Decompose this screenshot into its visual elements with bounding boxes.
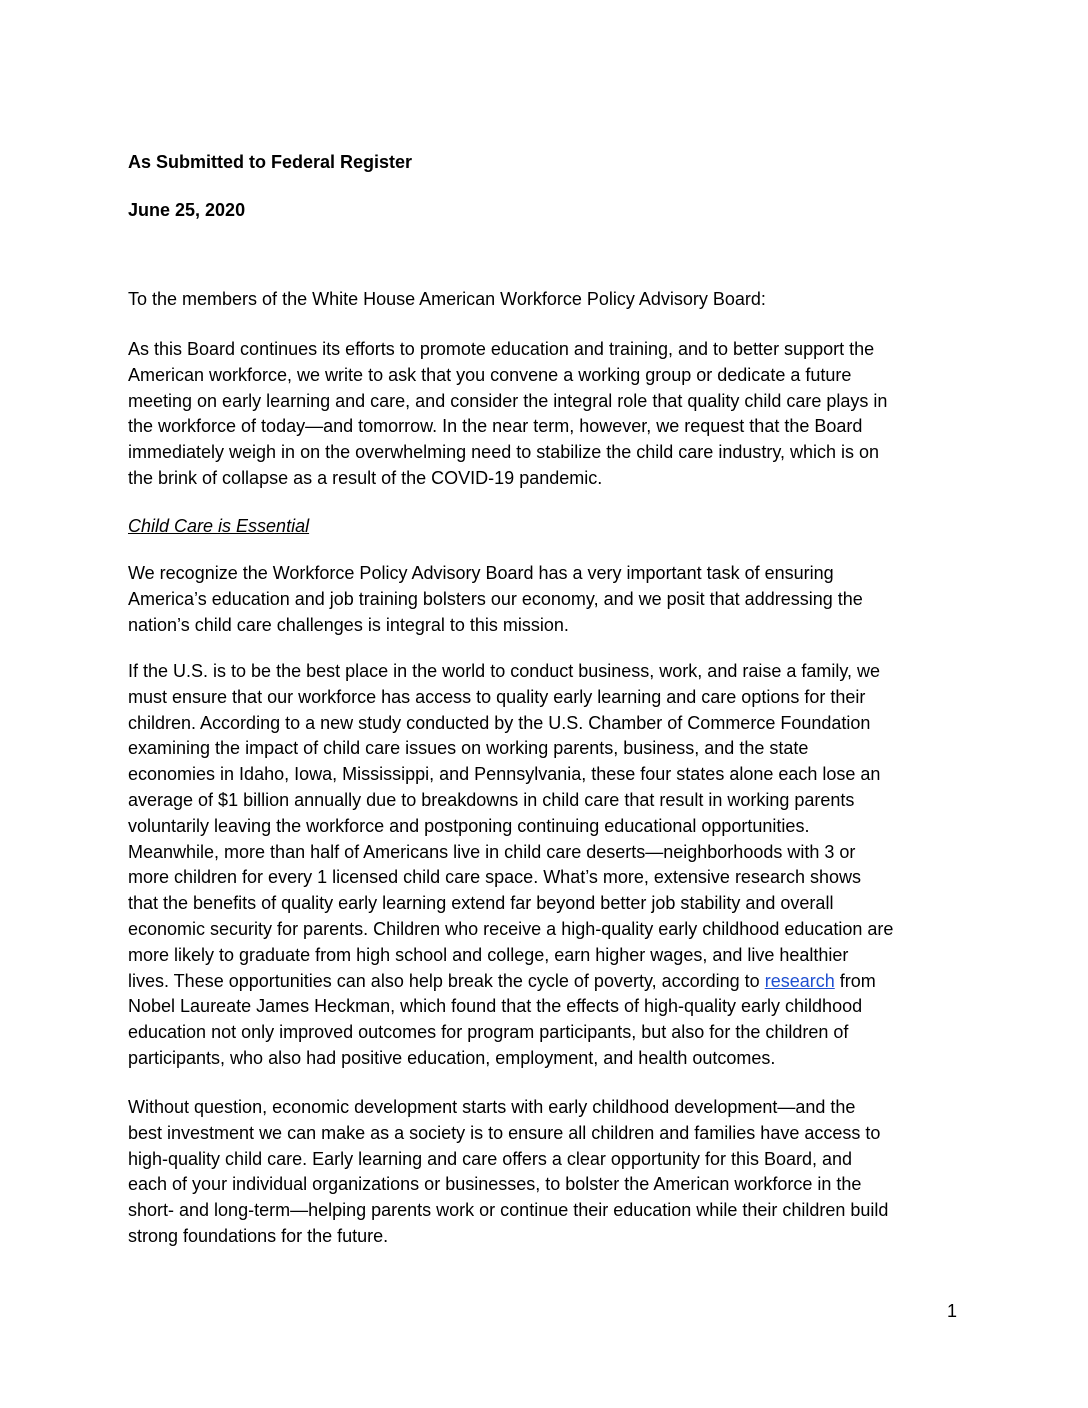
paragraph-line: the brink of collapse as a result of the COVID-19 pandemic. xyxy=(128,467,603,488)
paragraph-research xyxy=(128,659,968,1072)
paragraph-mission xyxy=(128,561,968,638)
paragraph-line: Meanwhile, more than half of Americans live in child care deserts—neighborhoods with 3 or xyxy=(128,841,856,862)
paragraph-line: the workforce of today—and tomorrow. In the near term, however, we request that the Board xyxy=(128,416,863,437)
paragraph-line: immediately weigh in on the overwhelming need to stabilize the child care industry, which is on xyxy=(128,442,880,463)
paragraph-line-with-link xyxy=(128,969,968,995)
paragraph-line: must ensure that our workforce has access to quality early learning and care options for their xyxy=(128,686,866,707)
paragraph-line: economies in Idaho, Iowa, Mississippi, and Pennsylvania, these four states alone each lose an xyxy=(128,764,881,785)
paragraph-line: As this Board continues its efforts to promote education and training, and to better support the xyxy=(128,339,875,359)
research-link[interactable]: research xyxy=(764,970,835,991)
document-date: June 25, 2020 xyxy=(128,200,246,220)
paragraph-line: each of your individual organizations or businesses, to bolster the American workforce in the xyxy=(128,1174,862,1195)
paragraph-line: meeting on early learning and care, and consider the integral role that quality child care plays in xyxy=(128,390,888,411)
paragraph-line: Without question, economic development starts with early childhood development—and the xyxy=(128,1097,856,1117)
link-line-text-before: lives. These opportunities can also help break the cycle of poverty, according to xyxy=(128,970,765,991)
page-number: 1 xyxy=(947,1301,958,1321)
link-line-text-after: from xyxy=(834,970,876,991)
submission-heading: As Submitted to Federal Register xyxy=(128,152,413,172)
section-heading: Child Care is Essential xyxy=(128,516,310,536)
paragraph-line: Nobel Laureate James Heckman, which found that the effects of high-quality early childhood xyxy=(128,996,863,1017)
paragraph-line: best investment we can make as a society is to ensure all children and families have access to xyxy=(128,1122,881,1143)
paragraph-line: examining the impact of child care issues on working parents, business, and the state xyxy=(128,738,809,759)
paragraph-line: economic security for parents. Children who receive a high-quality early childhood education are xyxy=(128,918,894,939)
paragraph-intro xyxy=(128,337,968,492)
paragraph-line: short- and long-term—helping parents work or continue their education while their children build xyxy=(128,1200,889,1221)
paragraph-line: We recognize the Workforce Policy Advisory Board has a very important task of ensuring xyxy=(128,563,834,583)
paragraph-line: America’s education and job training bolsters our economy, and we posit that addressing the xyxy=(128,588,863,609)
paragraph-line: high-quality child care. Early learning and care offers a clear opportunity for this Board, and xyxy=(128,1148,853,1169)
paragraph-line: average of $1 billion annually due to breakdowns in child care that result in working parents xyxy=(128,789,855,810)
paragraph-line: participants, who also had positive education, employment, and health outcomes. xyxy=(128,1047,776,1068)
paragraph-line: that the benefits of quality early learning extend far beyond better job stability and overall xyxy=(128,893,834,914)
paragraph-line: more children for every 1 licensed child care space. What’s more, extensive research shows xyxy=(128,867,861,888)
paragraph-line: strong foundations for the future. xyxy=(128,1225,389,1246)
paragraph-line: nation’s child care challenges is integral to this mission. xyxy=(128,614,569,635)
paragraph-line: voluntarily leaving the workforce and postponing continuing educational opportunities. xyxy=(128,815,810,836)
paragraph-line: American workforce, we write to ask that you convene a working group or dedicate a future xyxy=(128,364,852,385)
paragraph-line: children. According to a new study conducted by the U.S. Chamber of Commerce Foundation xyxy=(128,712,871,733)
paragraph-line: If the U.S. is to be the best place in the world to conduct business, work, and raise a family, we xyxy=(128,661,881,681)
paragraph-line: education not only improved outcomes for program participants, but also for the children of xyxy=(128,1022,849,1043)
paragraph-conclusion xyxy=(128,1095,968,1250)
salutation: To the members of the White House American Workforce Policy Advisory Board: xyxy=(128,289,766,309)
paragraph-line: more likely to graduate from high school and college, earn higher wages, and live healthier xyxy=(128,944,849,965)
